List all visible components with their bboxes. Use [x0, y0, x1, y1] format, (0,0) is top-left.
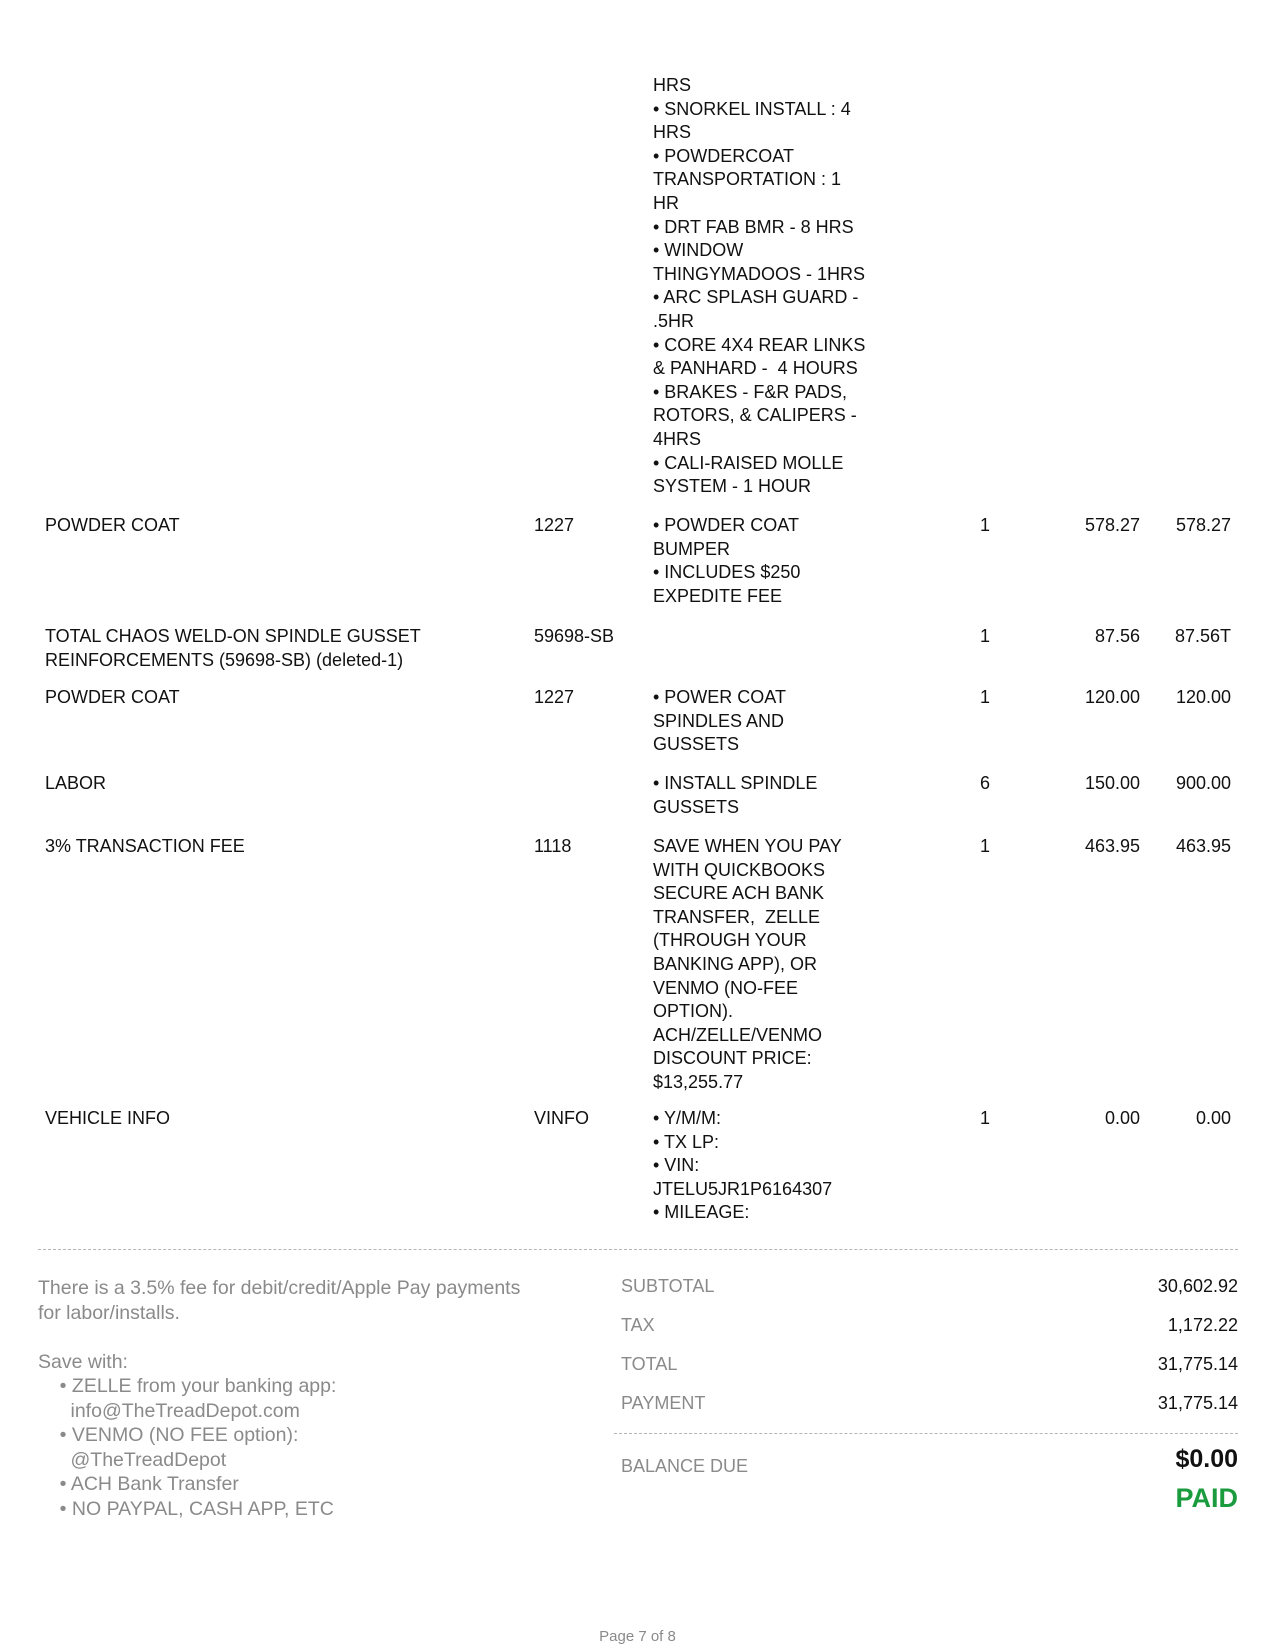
- description-line: TRANSPORTATION : 1: [653, 169, 842, 190]
- activity-line: TOTAL CHAOS WELD-ON SPINDLE GUSSET: [45, 626, 421, 646]
- description-line: ACH/ZELLE/VENMO: [653, 1024, 823, 1045]
- sku-cell: 1118: [534, 836, 572, 856]
- activity-line: POWDER COAT: [45, 515, 180, 535]
- note-line: info@TheTreadDepot.com: [38, 1399, 300, 1422]
- description-line: • Y/M/M:: [653, 1108, 721, 1128]
- total-value: 31,775.14: [1157, 1354, 1238, 1374]
- description-cell: [653, 835, 893, 1095]
- tax-label: TAX: [621, 1315, 655, 1335]
- description-line: • WINDOW: [653, 240, 744, 261]
- activity-cell: [45, 625, 515, 672]
- description-line: • POWER COAT: [653, 687, 786, 707]
- rate-cell: 87.56: [1094, 626, 1140, 646]
- note-line: • ACH Bank Transfer: [38, 1473, 239, 1495]
- amount-cell: 87.56T: [1174, 626, 1231, 646]
- description-cell: [653, 514, 893, 608]
- description-line: DISCOUNT PRICE:: [653, 1048, 812, 1069]
- activity-line: 3% TRANSACTION FEE: [45, 836, 245, 856]
- rate-cell: 0.00: [1104, 1108, 1140, 1128]
- description-line: • CORE 4X4 REAR LINKS: [653, 334, 866, 355]
- description-line: • TX LP:: [653, 1131, 719, 1152]
- description-line: SECURE ACH BANK: [653, 883, 825, 904]
- paid-status: PAID: [1175, 1483, 1238, 1513]
- amount-cell: 463.95: [1175, 836, 1231, 856]
- description-line: OPTION).: [653, 1001, 733, 1022]
- description-line: • ARC SPLASH GUARD -: [653, 287, 859, 308]
- rate-cell: 120.00: [1084, 687, 1140, 707]
- description-line: 4HRS: [653, 428, 702, 449]
- description-line: • DRT FAB BMR - 8 HRS: [653, 216, 854, 237]
- description-line: WITH QUICKBOOKS: [653, 859, 826, 880]
- subtotal-value: 30,602.92: [1157, 1276, 1238, 1296]
- note-line: • VENMO (NO FEE option):: [38, 1424, 299, 1446]
- description-line: GUSSETS: [653, 734, 740, 755]
- description-line: $13,255.77: [653, 1071, 744, 1092]
- description-line: EXPEDITE FEE: [653, 585, 783, 606]
- activity-cell: [45, 835, 515, 859]
- page-number: Page 7 of 8: [599, 1628, 676, 1645]
- description-line: • POWDER COAT: [653, 515, 799, 535]
- note-line: • NO PAYPAL, CASH APP, ETC: [38, 1497, 334, 1520]
- description-line: SAVE WHEN YOU PAY: [653, 836, 842, 856]
- description-line: JTELU5JR1P6164307: [653, 1178, 833, 1199]
- description-line: BUMPER: [653, 538, 731, 559]
- qty-cell: 6: [980, 773, 991, 793]
- description-line: HR: [653, 192, 679, 213]
- activity-line: LABOR: [45, 773, 107, 793]
- description-cell: [653, 772, 893, 819]
- activity-cell: [45, 1107, 515, 1131]
- description-line: VENMO (NO-FEE: [653, 977, 799, 998]
- description-line: .5HR: [653, 310, 695, 331]
- balance-due-value: $0.00: [1175, 1445, 1238, 1473]
- sku-cell: 59698-SB: [534, 626, 615, 646]
- activity-cell: [45, 686, 515, 710]
- description-line: • CALI-RAISED MOLLE: [653, 452, 844, 473]
- description-line: • SNORKEL INSTALL : 4: [653, 98, 851, 119]
- description-line: ROTORS, & CALIPERS -: [653, 405, 857, 426]
- sku-cell: 1227: [534, 515, 575, 535]
- amount-cell: 120.00: [1175, 687, 1231, 707]
- description-cell: [653, 1107, 893, 1225]
- description-line: • INSTALL SPINDLE: [653, 773, 818, 793]
- payment-label: PAYMENT: [621, 1393, 706, 1413]
- description-line: TRANSFER, ZELLE: [653, 906, 821, 927]
- activity-cell: [45, 514, 515, 538]
- note-line: Save with:: [38, 1350, 128, 1373]
- subtotal-label: SUBTOTAL: [621, 1276, 715, 1296]
- items-divider: [38, 1249, 1238, 1250]
- continued-description: [653, 74, 893, 499]
- rate-cell: 578.27: [1084, 515, 1140, 535]
- description-cell: [653, 686, 893, 757]
- description-line: • MILEAGE:: [653, 1202, 750, 1223]
- amount-cell: 900.00: [1175, 773, 1231, 793]
- note-line: @TheTreadDepot: [38, 1448, 227, 1471]
- payment-note: [38, 1276, 598, 1521]
- qty-cell: 1: [980, 836, 991, 856]
- amount-cell: 578.27: [1175, 515, 1231, 535]
- qty-cell: 1: [980, 626, 991, 646]
- description-line: THINGYMADOOS - 1HRS: [653, 263, 866, 284]
- description-line: HRS: [653, 75, 692, 95]
- description-line: SPINDLES AND: [653, 710, 785, 731]
- totals-divider: [614, 1433, 1238, 1434]
- description-line: • POWDERCOAT: [653, 145, 794, 166]
- description-line: • VIN:: [653, 1155, 700, 1176]
- description-line: HRS: [653, 122, 692, 143]
- qty-cell: 1: [980, 1108, 991, 1128]
- sku-cell: VINFO: [534, 1108, 590, 1128]
- note-line: There is a 3.5% fee for debit/credit/Apple Pay payments: [38, 1277, 521, 1299]
- description-line: (THROUGH YOUR: [653, 930, 807, 951]
- qty-cell: 1: [980, 687, 991, 707]
- tax-value: 1,172.22: [1167, 1315, 1238, 1335]
- sku-cell: 1227: [534, 687, 575, 707]
- balance-due-label: BALANCE DUE: [621, 1456, 749, 1476]
- total-label: TOTAL: [621, 1354, 678, 1374]
- description-line: BANKING APP), OR: [653, 953, 818, 974]
- activity-line: POWDER COAT: [45, 687, 180, 707]
- description-line: GUSSETS: [653, 796, 740, 817]
- activity-cell: [45, 772, 515, 796]
- note-line: for labor/installs.: [38, 1301, 180, 1324]
- amount-cell: 0.00: [1195, 1108, 1231, 1128]
- description-line: • BRAKES - F&R PADS,: [653, 381, 848, 402]
- rate-cell: 150.00: [1084, 773, 1140, 793]
- note-line: • ZELLE from your banking app:: [38, 1375, 337, 1397]
- activity-line: REINFORCEMENTS (59698-SB) (deleted-1): [45, 649, 404, 670]
- note-line: [38, 1325, 598, 1350]
- description-line: SYSTEM - 1 HOUR: [653, 476, 812, 497]
- description-line: • INCLUDES $250: [653, 562, 801, 583]
- qty-cell: 1: [980, 515, 991, 535]
- rate-cell: 463.95: [1084, 836, 1140, 856]
- activity-line: VEHICLE INFO: [45, 1108, 171, 1128]
- payment-value: 31,775.14: [1157, 1393, 1238, 1413]
- description-line: & PANHARD - 4 HOURS: [653, 358, 858, 379]
